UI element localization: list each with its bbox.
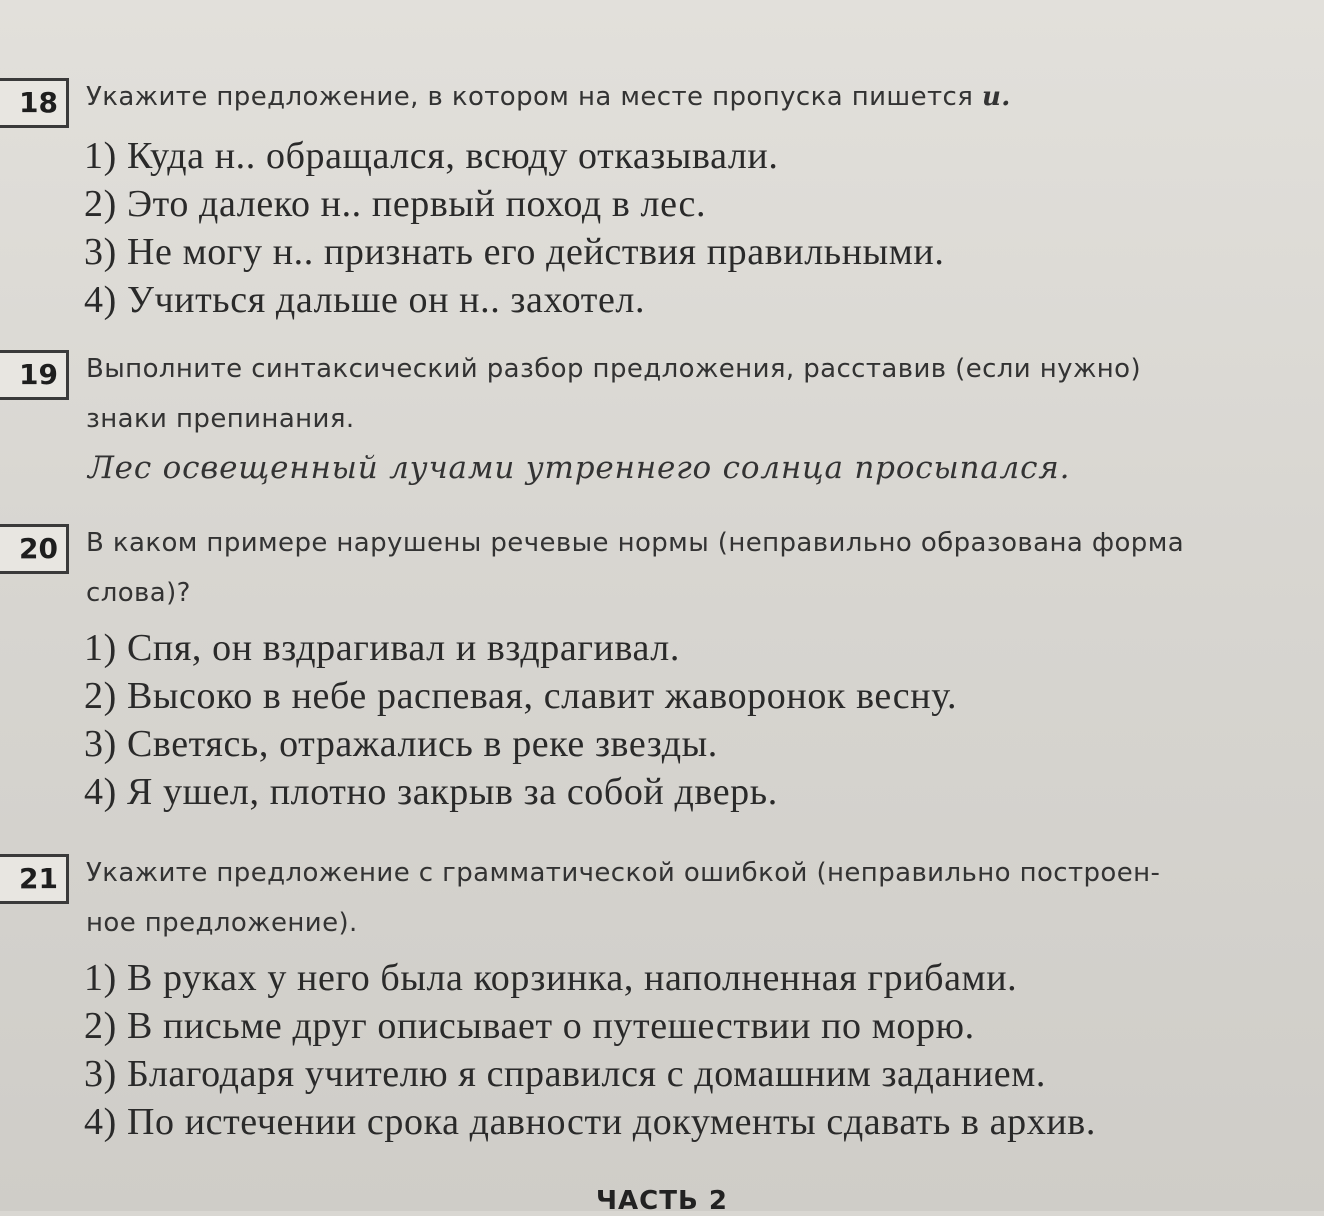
task-sentence: Лес освещенный лучами утреннего солнца просыпался. (88, 450, 1071, 486)
task-prompt-text: Укажите предложение, в котором на месте пропуска пишется (86, 82, 974, 112)
task-prompt (86, 344, 1314, 444)
task-prompt (86, 848, 1314, 948)
answer-option-3: 3) Благодаря учителю я справился с домашним заданием. (84, 1053, 1047, 1095)
answer-options (84, 624, 1314, 816)
task-prompt-line-1: В каком примере нарушены речевые нормы (неправильно образована форма (86, 528, 1185, 558)
task-number-box: 19 (0, 350, 69, 400)
section-heading: ЧАСТЬ 2 (596, 1186, 728, 1216)
answer-option-3: 3) Светясь, отражались в реке звезды. (84, 723, 718, 765)
task-prompt-line-2: ное предложение). (86, 908, 358, 938)
answer-option-4: 4) Я ушел, плотно закрыв за собой дверь. (84, 771, 778, 813)
answer-option-2: 2) В письме друг описывает о путешествии по морю. (84, 1005, 975, 1047)
answer-option-1: 1) Куда н.. обращался, всюду отказывали. (84, 135, 779, 177)
answer-option-2: 2) Это далеко н.. первый поход в лес. (84, 183, 707, 225)
answer-option-2: 2) Высоко в небе распевая, славит жаворонок весну. (84, 675, 958, 717)
answer-options (84, 954, 1314, 1146)
task-prompt (86, 518, 1314, 618)
answer-options (84, 132, 1314, 324)
task-prompt-emphasis: и. (981, 82, 1011, 112)
task-number-box: 18 (0, 78, 69, 128)
task-prompt-line-1: Укажите предложение с грамматической ошибкой (неправильно построен- (86, 858, 1161, 888)
answer-option-4: 4) Учиться дальше он н.. захотел. (84, 279, 646, 321)
task-number-box: 20 (0, 524, 69, 574)
task-prompt-line-2: знаки препинания. (86, 404, 355, 434)
answer-option-1: 1) В руках у него была корзинка, наполненная грибами. (84, 957, 1018, 999)
task-prompt-line-1: Выполните синтаксический разбор предложения, расставив (если нужно) (86, 354, 1142, 384)
task-prompt-line-2: слова)? (86, 578, 191, 608)
task-number-box: 21 (0, 854, 69, 904)
task-prompt (86, 72, 1314, 122)
answer-option-3: 3) Не могу н.. признать его действия правильными. (84, 231, 945, 273)
answer-option-1: 1) Спя, он вздрагивал и вздрагивал. (84, 627, 680, 669)
answer-option-4: 4) По истечении срока давности документы сдавать в архив. (84, 1101, 1096, 1143)
